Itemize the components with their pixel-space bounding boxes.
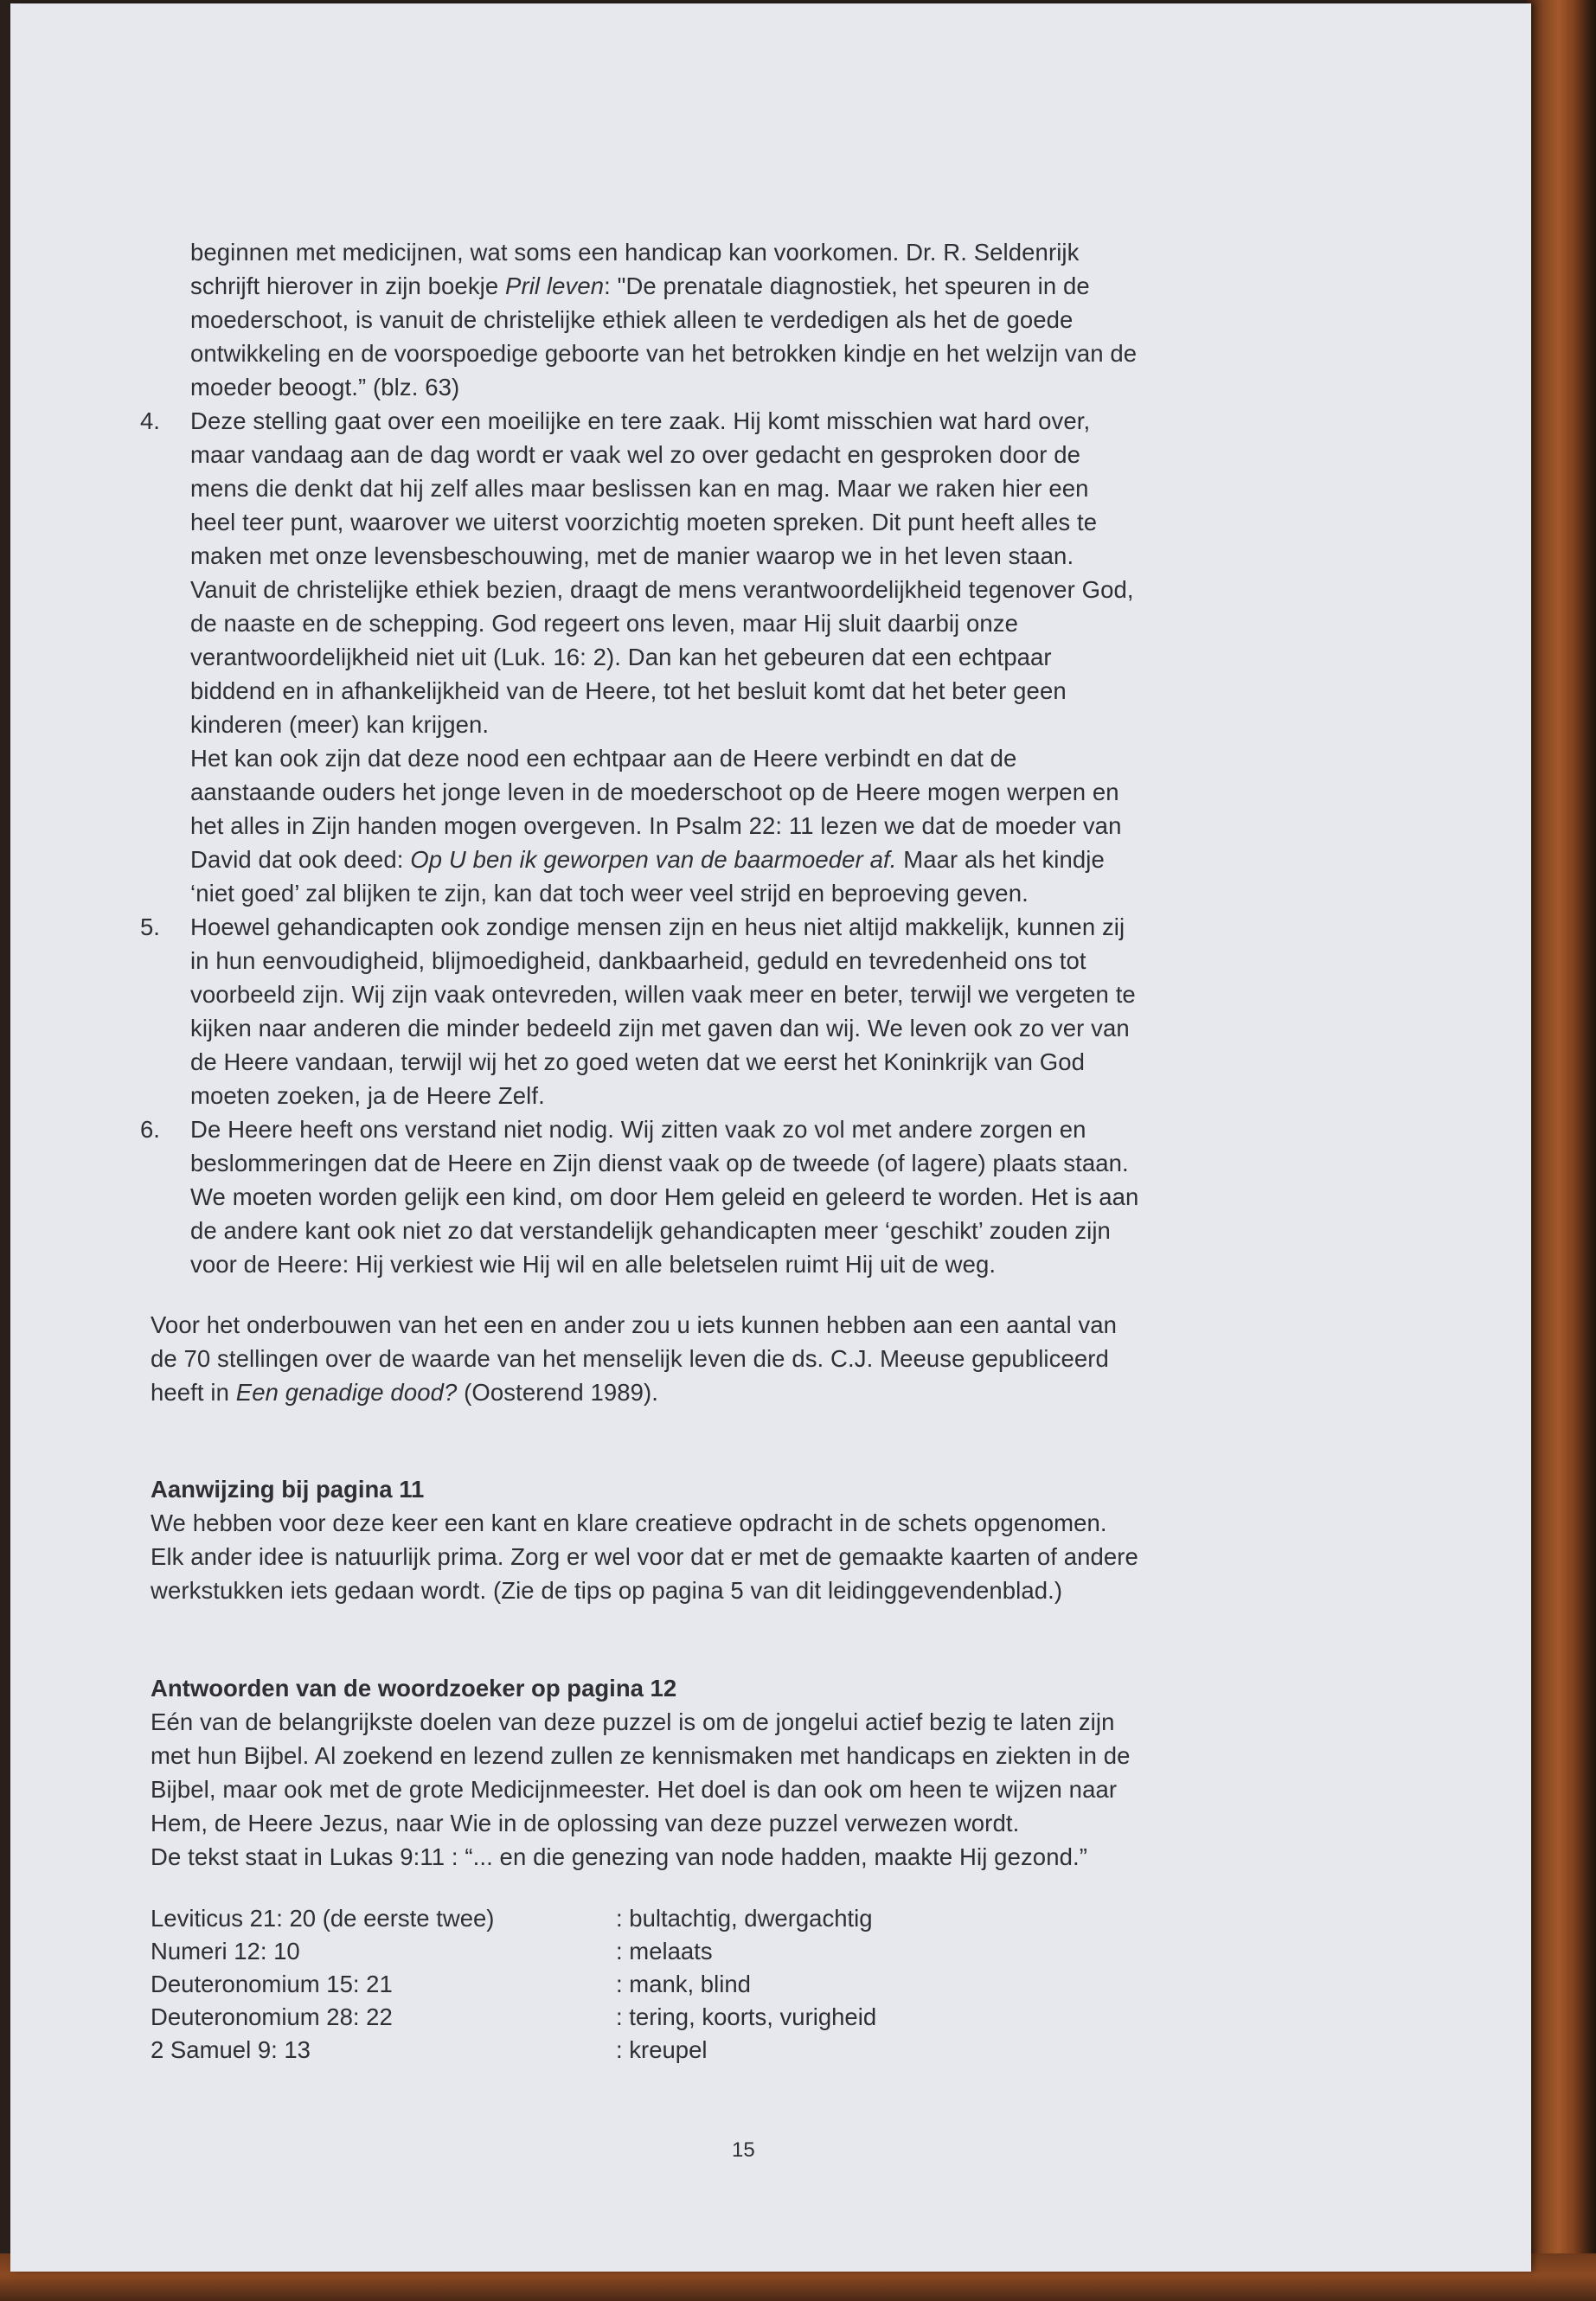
item-5-line: de Heere vandaan, terwijl wij het zo goed weten dat we eerst het Koninkrijk van God (190, 1048, 1086, 1075)
item-4-line: Vanuit de christelijke ethiek bezien, draagt de mens verantwoordelijkheid tegenover God, (190, 576, 1134, 603)
section-1-line: werkstukken iets gedaan wordt. (Zie de tips op pagina 5 van dit leidinggevendenblad.) (151, 1577, 1063, 1604)
section-2-line: Bijbel, maar ook met de grote Medicijnmeester. Het doel is dan ook om heen te wijzen naar (151, 1776, 1118, 1803)
section-1-line: Elk ander idee is natuurlijk prima. Zorg er wel voor dat er met de gemaakte kaarten of andere (151, 1543, 1138, 1570)
closing-line-3: heeft in Een genadige dood? (Oosterend 1989). (151, 1379, 659, 1406)
item-4-line: biddend en in afhankelijkheid van de Heere, tot het besluit komt dat het beter geen (190, 677, 1067, 704)
reference-cell: 2 Samuel 9: 13 (151, 2036, 311, 2063)
item-4-line: aanstaande ouders het jonge leven in de moederschoot op de Heere mogen werpen en (190, 779, 1119, 805)
item-6-line: De Heere heeft ons verstand niet nodig. Wij zitten vaak zo vol met andere zorgen en (190, 1116, 1086, 1143)
reference-cell: Deuteronomium 28: 22 (151, 2003, 393, 2030)
section-2-line: De tekst staat in Lukas 9:11 : “... en die genezing van node hadden, maakte Hij gezond.” (151, 1843, 1087, 1870)
item-5-line: kijken naar anderen die minder bedeeld zijn met gaven dan wij. We leven ook zo ver van (190, 1015, 1130, 1042)
answer-cell: : kreupel (616, 2036, 708, 2063)
page-number: 15 (732, 2138, 755, 2162)
item-4-line: heel teer punt, waarover we uiterst voorzichtig moeten spreken. Dit punt heeft alles te (190, 509, 1098, 535)
item-4-number: 4. (140, 407, 160, 434)
item-4-line: verantwoordelijkheid niet uit (Luk. 16: 2). Dan kan het gebeuren dat een echtpaar (190, 644, 1052, 670)
section-heading-antwoorden: Antwoorden van de woordzoeker op pagina 12 (151, 1675, 677, 1702)
answer-cell: : melaats (616, 1938, 713, 1965)
item-4-line: maken met onze levensbeschouwing, met de manier waarop we in het leven staan. (190, 542, 1074, 569)
section-heading-aanwijzing: Aanwijzing bij pagina 11 (151, 1476, 425, 1503)
item-4-line: David dat ook deed: Op U ben ik geworpen van de baarmoeder af. Maar als het kindje (190, 846, 1105, 873)
intro-line-4: ontwikkeling en de voorspoedige geboorte van het betrokken kindje en het welzijn van de (190, 340, 1138, 367)
item-5-line: voorbeeld zijn. Wij zijn vaak ontevreden, willen vaak meer en beter, terwijl we vergeten te (190, 981, 1136, 1008)
item-4-line: mens die denkt dat hij zelf alles maar beslissen kan en mag. Maar we raken hier een (190, 475, 1089, 502)
reference-cell: Deuteronomium 15: 21 (151, 1971, 393, 1997)
item-4-line: Deze stelling gaat over een moeilijke en tere zaak. Hij komt misschien wat hard over, (190, 407, 1091, 434)
item-5-line: moeten zoeken, ja de Heere Zelf. (190, 1082, 545, 1109)
item-6-number: 6. (140, 1116, 160, 1143)
item-4-line: de naaste en de schepping. God regeert ons leven, maar Hij sluit daarbij onze (190, 610, 1019, 637)
item-4-line: Het kan ook zijn dat deze nood een echtpaar aan de Heere verbindt en dat de (190, 745, 1017, 772)
item-6-line: beslommeringen dat de Heere en Zijn dienst vaak op de tweede (of lagere) plaats staan. (190, 1150, 1129, 1176)
item-4-line: het alles in Zijn handen mogen overgeven. In Psalm 22: 11 lezen we dat de moeder van (190, 812, 1122, 839)
section-2-line: Eén van de belangrijkste doelen van deze puzzel is om de jongelui actief bezig te laten zijn (151, 1708, 1115, 1735)
reference-cell: Leviticus 21: 20 (de eerste twee) (151, 1905, 495, 1932)
intro-line-3: moederschoot, is vanuit de christelijke ethiek alleen te verdedigen als het de goede (190, 306, 1074, 333)
intro-line-1: beginnen met medicijnen, wat soms een handicap kan voorkomen. Dr. R. Seldenrijk (190, 239, 1080, 266)
closing-line-1: Voor het onderbouwen van het een en ander zou u iets kunnen hebben aan een aantal van (151, 1311, 1118, 1338)
reference-cell: Numeri 12: 10 (151, 1938, 300, 1965)
answer-cell: : mank, blind (616, 1971, 751, 1997)
document-page (10, 3, 1531, 2272)
intro-line-2: schrijft hierover in zijn boekje Pril leven: "De prenatale diagnostiek, het speuren in de (190, 272, 1090, 299)
closing-line-2: de 70 stellingen over de waarde van het menselijk leven die ds. C.J. Meeuse gepubliceerd (151, 1345, 1109, 1372)
answer-cell: : tering, koorts, vurigheid (616, 2003, 877, 2030)
section-2-line: met hun Bijbel. Al zoekend en lezend zullen ze kennismaken met handicaps en ziekten in de (151, 1742, 1131, 1769)
item-6-line: de andere kant ook niet zo dat verstandelijk gehandicapten meer ‘geschikt’ zouden zijn (190, 1217, 1111, 1244)
item-5-number: 5. (140, 913, 160, 940)
item-6-line: voor de Heere: Hij verkiest wie Hij wil en alle beletselen ruimt Hij uit de weg. (190, 1251, 997, 1278)
item-4-line: kinderen (meer) kan krijgen. (190, 711, 490, 738)
item-5-line: in hun eenvoudigheid, blijmoedigheid, dankbaarheid, geduld en tevredenheid ons tot (190, 947, 1086, 974)
answer-cell: : bultachtig, dwergachtig (616, 1905, 873, 1932)
intro-line-5: moeder beoogt.” (blz. 63) (190, 374, 460, 401)
item-5-line: Hoewel gehandicapten ook zondige mensen zijn en heus niet altijd makkelijk, kunnen zij (190, 913, 1125, 940)
item-4-line: ‘niet goed’ zal blijken te zijn, kan dat toch weer veel strijd en beproeving geven. (190, 880, 1029, 907)
book-binding-edge (1524, 0, 1596, 2301)
item-4-line: maar vandaag aan de dag wordt er vaak wel zo over gedacht en gesproken door de (190, 441, 1081, 468)
section-1-line: We hebben voor deze keer een kant en klare creatieve opdracht in de schets opgenomen. (151, 1509, 1107, 1536)
item-6-line: We moeten worden gelijk een kind, om door Hem geleid en geleerd te worden. Het is aan (190, 1183, 1139, 1210)
section-2-line: Hem, de Heere Jezus, naar Wie in de oplossing van deze puzzel verwezen wordt. (151, 1810, 1020, 1836)
